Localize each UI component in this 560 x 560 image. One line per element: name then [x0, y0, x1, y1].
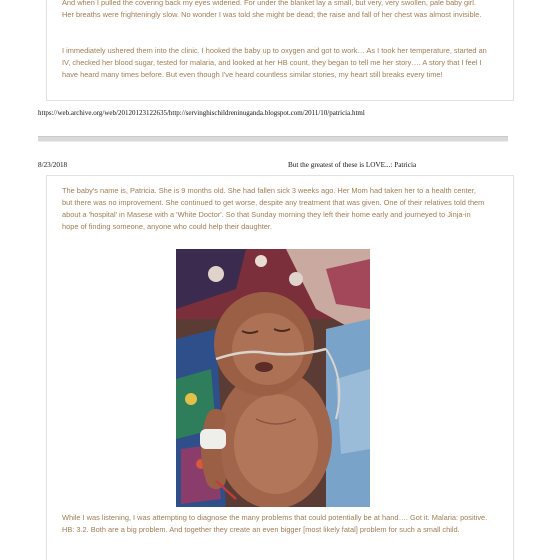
pdf-page-top [0, 0, 560, 128]
post-paragraph: And when I pulled the covering back my eyes widened. For under the blanket lay a small, but very, very swollen, pale baby girl. Her breaths were frighteningly slow. No wonder I was told she might be dead; the raise and fall of her chest was almost invisible. [62, 0, 482, 19]
patient-photo [176, 249, 370, 507]
archive-url-link[interactable]: https://web.archive.org/web/20120123122635/http://servinghischildreninuganda.blogspot.com/2011/10/patricia.html [38, 109, 365, 117]
post-paragraph: I immediately ushered them into the clinic. I hooked the baby up to oxygen and got to work… As I took her temperature, started an IV, checked her blood sugar, tested for malaria, and looked at her HB count, they began to tell me her story…. A story that I feel I have heard many times before. But even though I've heard countless similar stories, my heart still breaks every time! [62, 46, 487, 79]
print-page-title: But the greatest of these is LOVE...: Patricia [288, 161, 417, 169]
page-divider [38, 136, 508, 142]
post-paragraph: The baby's name is, Patricia. She is 9 months old. She had fallen sick 3 weeks ago. Her Mom had taken her to a health center, but there was no improvement. She continued to get worse, despite any treatment that was given. One of their relatives told them about a 'hospital' in Masese with a 'White Doctor'. So that Sunday morning they left their home early and journeyed to Jinja-in hope of finding someone, anyone who could help their daughter. [62, 186, 485, 231]
print-date: 8/23/2018 [38, 161, 68, 169]
pdf-page-bottom [0, 145, 560, 560]
post-paragraph: While I was listening, I was attempting to diagnose the many problems that could potentially be at hand…. Got it. Malaria: positive. HB: 3.2. Both are a big problem. And together they create an even bigger [most likely fatal] problem for such a small child. [62, 513, 488, 534]
